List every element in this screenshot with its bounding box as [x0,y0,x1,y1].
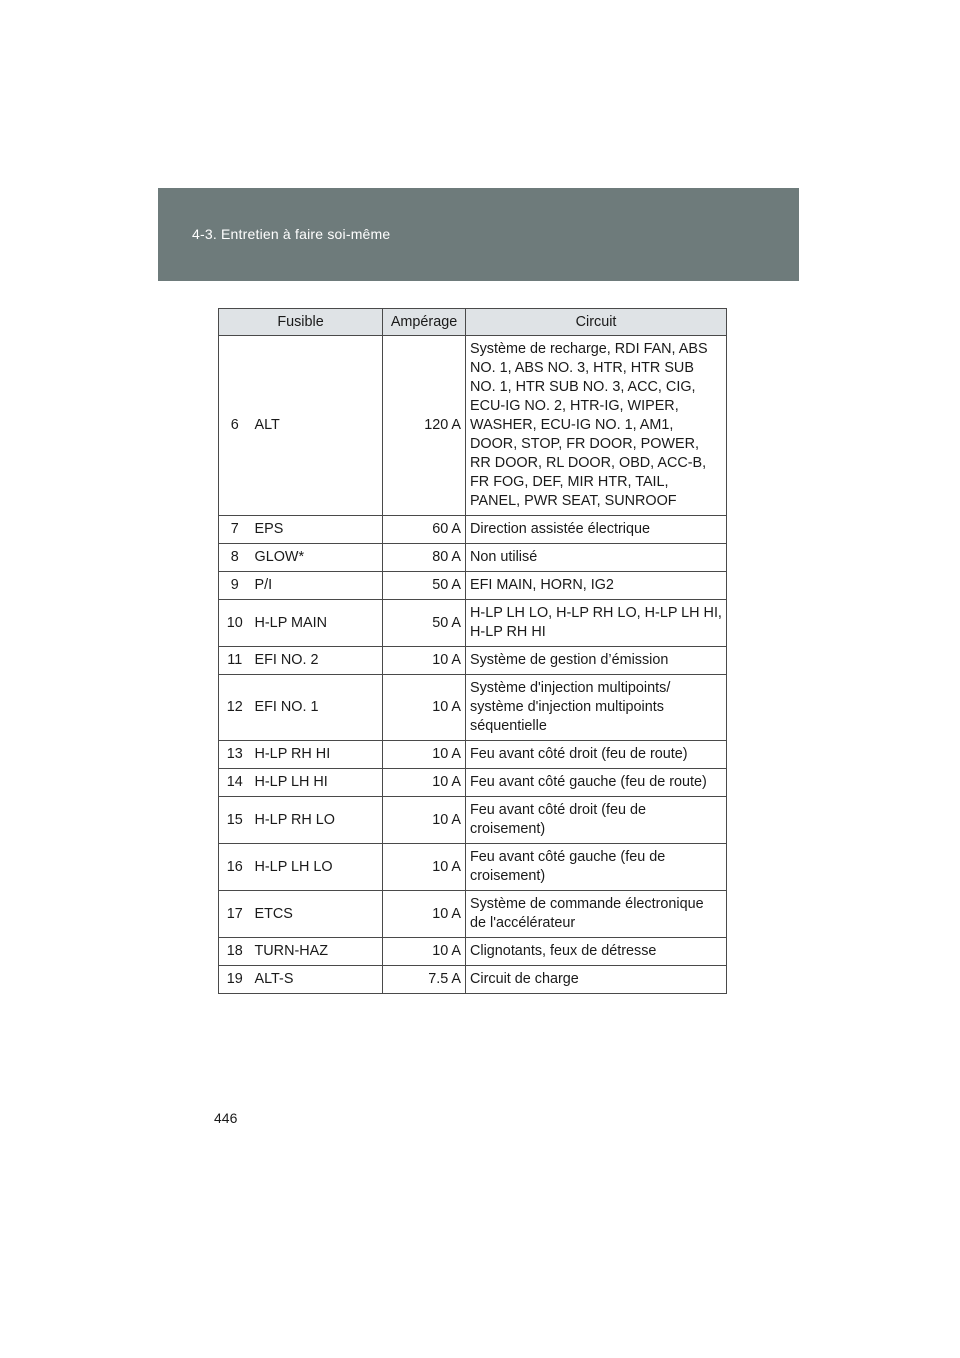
fuse-amperage: 10 A [383,938,466,966]
table-row [219,647,727,675]
fuse-table [218,308,727,994]
fuse-number: 17 [219,891,251,938]
header-fuse: Fusible [219,309,383,336]
fuse-amperage: 50 A [383,572,466,600]
fuse-name: H-LP LH LO [251,844,383,891]
fuse-circuit: H-LP LH LO, H-LP RH LO, H-LP LH HI, H-LP RH HI [466,600,727,647]
fuse-circuit: Clignotants, feux de détresse [466,938,727,966]
header-amperage: Ampérage [383,309,466,336]
fuse-number: 12 [219,675,251,741]
fuse-name: ALT [251,336,383,516]
table-row [219,675,727,741]
fuse-number: 8 [219,544,251,572]
fuse-amperage: 50 A [383,600,466,647]
fuse-circuit: EFI MAIN, HORN, IG2 [466,572,727,600]
fuse-number: 15 [219,797,251,844]
fuse-circuit: Feu avant côté gauche (feu de croisement) [466,844,727,891]
fuse-number: 13 [219,741,251,769]
fuse-circuit: Système de recharge, RDI FAN, ABS NO. 1, ABS NO. 3, HTR, HTR SUB NO. 1, HTR SUB NO. 3, ACC, CIG, ECU-IG NO. 2, HTR-IG, WIPER, WASHER, ECU-IG NO. 1, AM1, DOOR, STOP, FR DOOR, POWER, RR DOOR, RL DOOR, OBD, ACC-B, FR FOG, DEF, MIR HTR, TAIL, PANEL, PWR SEAT, SUNROOF [466,336,727,516]
fuse-circuit: Feu avant côté droit (feu de route) [466,741,727,769]
fuse-amperage: 120 A [383,336,466,516]
fuse-number: 11 [219,647,251,675]
fuse-circuit: Direction assistée électrique [466,516,727,544]
section-title: 4-3. Entretien à faire soi-même [192,226,391,242]
table-row [219,600,727,647]
table-header-row [219,309,727,336]
fuse-circuit: Système de gestion d’émission [466,647,727,675]
table-row [219,797,727,844]
fuse-amperage: 10 A [383,769,466,797]
table-row [219,938,727,966]
table-row [219,544,727,572]
fuse-amperage: 10 A [383,797,466,844]
fuse-name: H-LP MAIN [251,600,383,647]
fuse-number: 10 [219,600,251,647]
fuse-name: H-LP RH LO [251,797,383,844]
fuse-number: 18 [219,938,251,966]
fuse-amperage: 10 A [383,891,466,938]
fuse-name: GLOW* [251,544,383,572]
fuse-name: P/I [251,572,383,600]
table-row [219,769,727,797]
table-row [219,966,727,994]
fuse-name: ALT-S [251,966,383,994]
fuse-amperage: 10 A [383,647,466,675]
fuse-circuit: Non utilisé [466,544,727,572]
table-row [219,741,727,769]
fuse-amperage: 7.5 A [383,966,466,994]
fuse-circuit: Système de commande électronique de l'accélérateur [466,891,727,938]
fuse-amperage: 10 A [383,741,466,769]
fuse-name: EPS [251,516,383,544]
fuse-number: 16 [219,844,251,891]
fuse-name: EFI NO. 2 [251,647,383,675]
fuse-name: H-LP LH HI [251,769,383,797]
fuse-circuit: Circuit de charge [466,966,727,994]
table-row [219,844,727,891]
fuse-name: ETCS [251,891,383,938]
fuse-number: 14 [219,769,251,797]
fuse-amperage: 10 A [383,844,466,891]
page-number: 446 [214,1110,238,1126]
section-header-band [158,188,799,281]
fuse-circuit: Feu avant côté droit (feu de croisement) [466,797,727,844]
table-row [219,516,727,544]
table-row [219,336,727,516]
fuse-amperage: 80 A [383,544,466,572]
table-row [219,891,727,938]
table-row [219,572,727,600]
fuse-circuit: Feu avant côté gauche (feu de route) [466,769,727,797]
fuse-number: 9 [219,572,251,600]
fuse-amperage: 60 A [383,516,466,544]
fuse-circuit: Système d'injection multipoints/ système d'injection multipoints séquentielle [466,675,727,741]
fuse-name: H-LP RH HI [251,741,383,769]
fuse-name: EFI NO. 1 [251,675,383,741]
fuse-number: 6 [219,336,251,516]
header-circuit: Circuit [466,309,727,336]
fuse-amperage: 10 A [383,675,466,741]
fuse-number: 7 [219,516,251,544]
fuse-name: TURN-HAZ [251,938,383,966]
fuse-number: 19 [219,966,251,994]
